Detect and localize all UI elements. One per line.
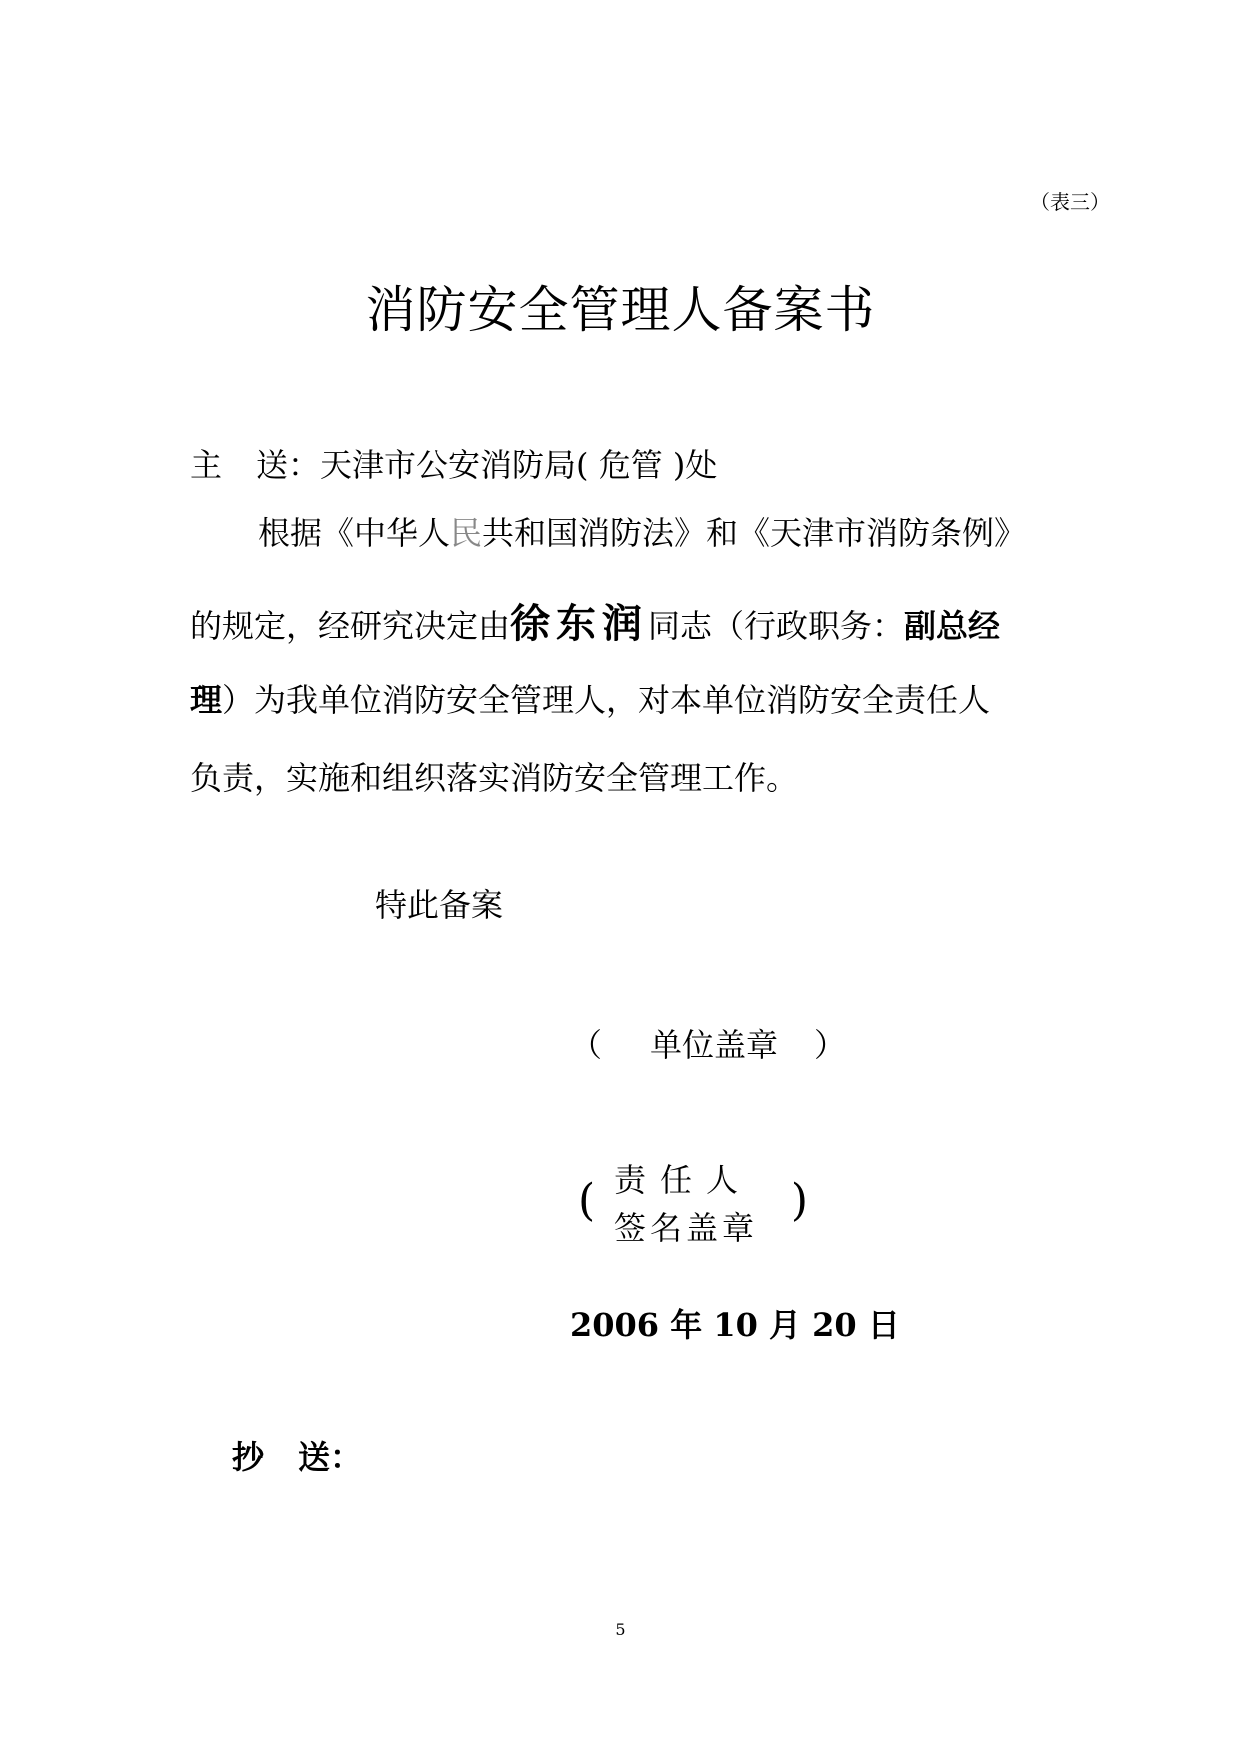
recipient-value: 天津市公安消防局( 危管 )处 bbox=[320, 446, 718, 484]
body-text: 同志（行政职务： bbox=[648, 607, 905, 645]
recipient-label-1: 主 bbox=[190, 446, 223, 484]
page-number: 5 bbox=[615, 1620, 626, 1639]
signature-line-2: 签名盖章 bbox=[614, 1209, 759, 1247]
cc-label-2: 送： bbox=[298, 1438, 363, 1476]
signature-close-paren: ) bbox=[790, 1175, 808, 1226]
recipient-label-2: 送： bbox=[256, 446, 321, 484]
position-title-part1: 副总经 bbox=[904, 607, 1001, 645]
body-text: 根据《中华人 bbox=[258, 514, 451, 552]
manager-name: 徐东润 bbox=[510, 601, 649, 647]
position-title-part2: 理 bbox=[190, 681, 223, 719]
unit-seal-line bbox=[570, 1020, 846, 1066]
recipient-line bbox=[190, 440, 717, 486]
cc-line bbox=[232, 1432, 362, 1478]
form-number: （表三） bbox=[1030, 190, 1110, 214]
body-text: 共和国消防法》和《天津市消防条例》 bbox=[482, 514, 1027, 552]
document-title: 消防安全管理人备案书 bbox=[365, 281, 876, 339]
document-date: 2006 年 10 月 20 日 bbox=[570, 1306, 900, 1344]
filing-statement: 特此备案 bbox=[375, 886, 504, 924]
signature-block bbox=[578, 1155, 808, 1265]
seal-text: 单位盖章 bbox=[650, 1026, 779, 1064]
body-line-2 bbox=[190, 592, 1000, 649]
grey-character: 民 bbox=[450, 514, 483, 552]
signature-open-paren: ( bbox=[578, 1175, 596, 1226]
cc-label-1: 抄 bbox=[232, 1438, 265, 1476]
signature-line-1: 责任人 bbox=[614, 1161, 753, 1199]
seal-open-paren: （ bbox=[570, 1026, 603, 1064]
body-text: 的规定，经研究决定由 bbox=[190, 607, 511, 645]
body-line-3 bbox=[190, 675, 990, 721]
seal-close-paren: ） bbox=[814, 1026, 847, 1064]
body-line-4: 负责，实施和组织落实消防安全管理工作。 bbox=[190, 759, 799, 797]
body-line-1 bbox=[258, 508, 1026, 554]
body-text: ）为我单位消防安全管理人，对本单位消防安全责任人 bbox=[222, 681, 991, 719]
